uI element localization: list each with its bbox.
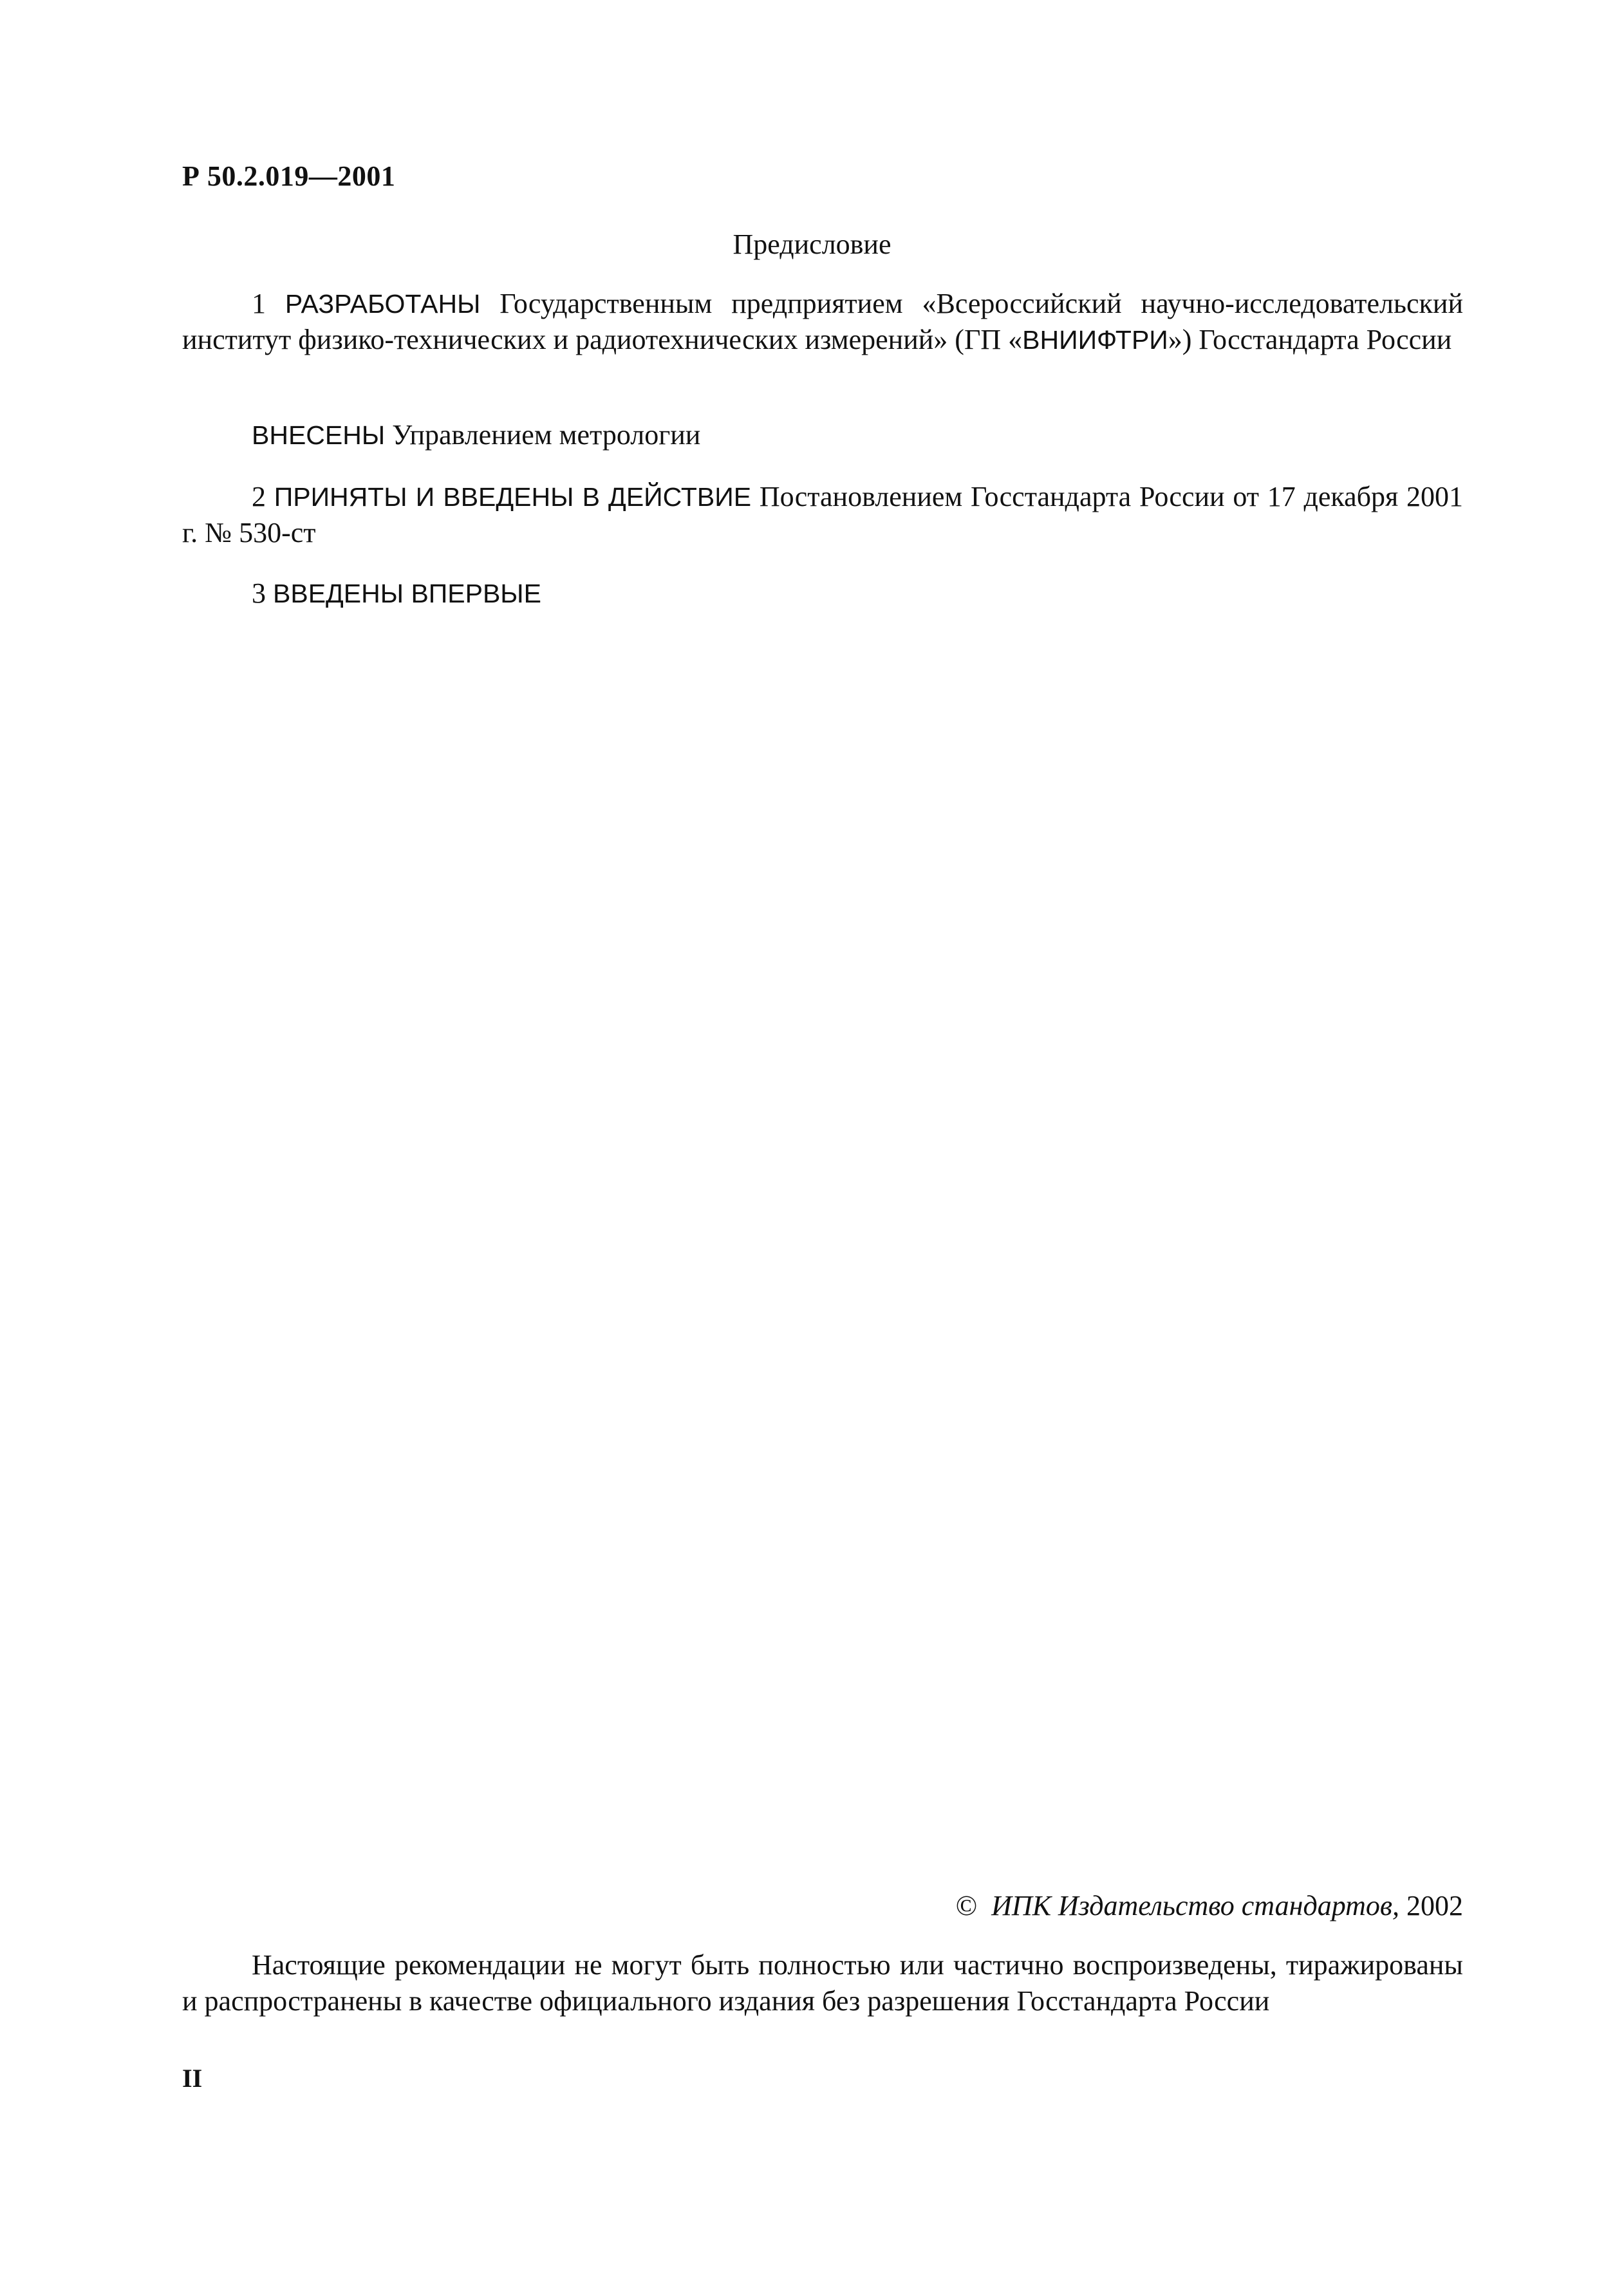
publisher-name: ИПК Издательство стандартов, xyxy=(991,1890,1399,1921)
reproduction-notice: Настоящие рекомендации не могут быть полностью или частично воспроизведены, тиражированы и распространены в качестве официального издания без разрешения Госстандарта России xyxy=(182,1949,1463,2017)
item-keyword: ВНЕСЕНЫ xyxy=(252,420,386,450)
foreword-item-introduced xyxy=(182,417,1463,453)
item-keyword: ВВЕДЕНЫ ВПЕРВЫЕ xyxy=(273,579,541,608)
copyright-year: 2002 xyxy=(1406,1890,1463,1921)
item-abbreviation: ВНИИФТРИ xyxy=(1022,325,1168,355)
foreword-item-2 xyxy=(182,479,1463,551)
item-number: 2 xyxy=(252,481,274,512)
item-number: 1 xyxy=(252,288,285,319)
document-code: Р 50.2.019—2001 xyxy=(182,160,396,192)
item-text: Управлением метрологии xyxy=(385,419,701,451)
item-text: Государственным предприятием «Всероссийский научно-исследовательский институт физико-технических и радиотехнических измерений» (ГП « xyxy=(182,288,1463,355)
item-keyword: ПРИНЯТЫ И ВВЕДЕНЫ В ДЕЙСТВИЕ xyxy=(274,482,752,512)
copyright-line xyxy=(956,1889,1463,1922)
item-number: 3 xyxy=(252,577,273,609)
page-number: II xyxy=(182,2064,203,2093)
item-keyword: РАЗРАБОТАНЫ xyxy=(285,289,481,319)
copyright-icon: © xyxy=(955,1890,978,1921)
item-text: Постановлением Госстандарта России от 17 декабря 2001 г. № 530-ст xyxy=(182,481,1464,548)
foreword-item-1 xyxy=(182,286,1463,358)
foreword-item-3 xyxy=(182,575,1463,612)
foreword-title: Предисловие xyxy=(733,229,891,260)
item-tail: ») Госстандарта России xyxy=(1168,324,1452,355)
